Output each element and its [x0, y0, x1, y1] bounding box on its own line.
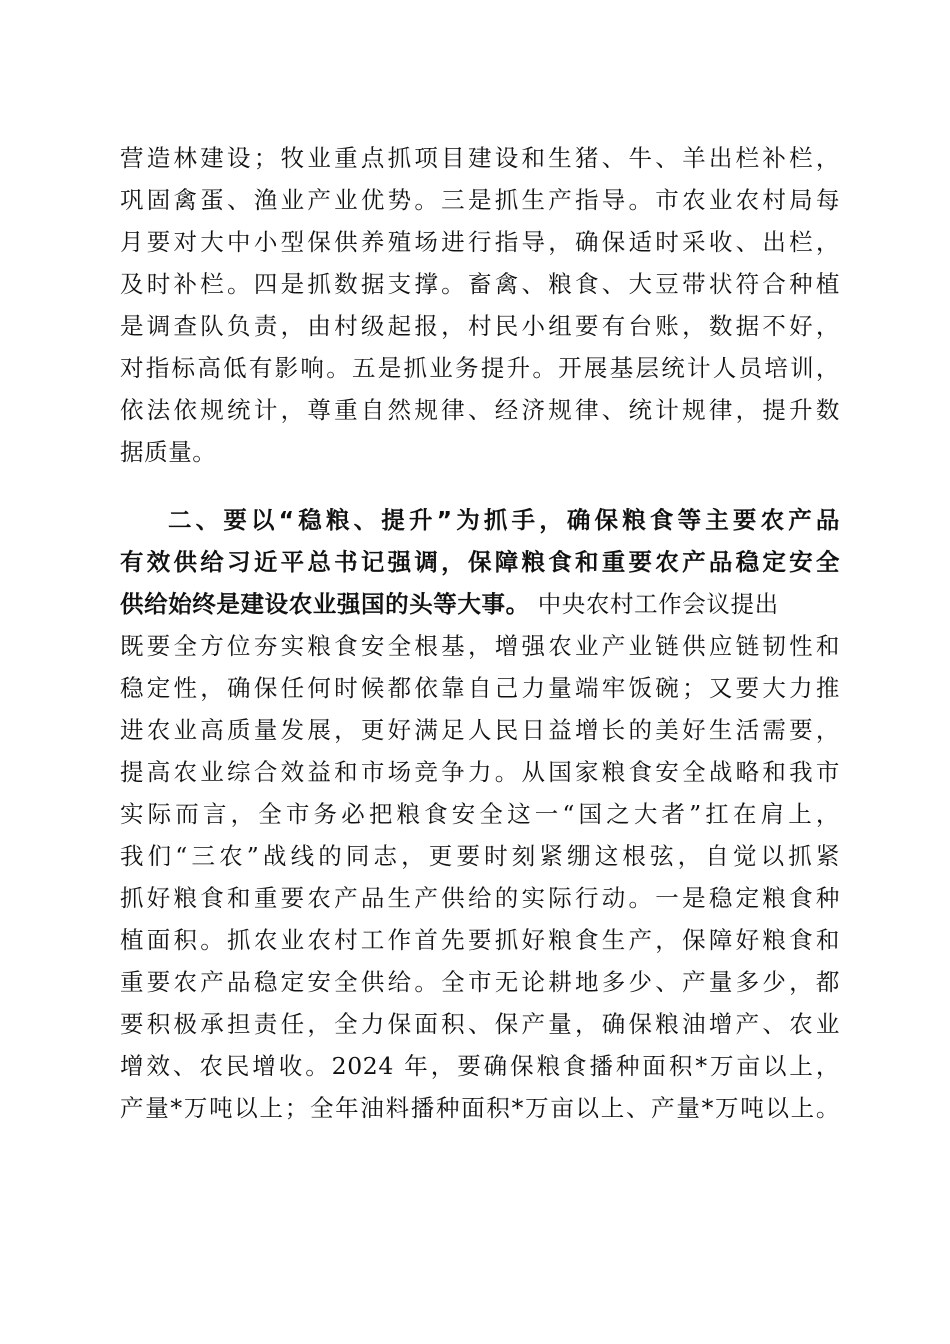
text-line: 及时补栏。四是抓数据支撑。畜禽、粮食、大豆带状符合种植 — [120, 270, 840, 298]
section-heading-line: 有效供给习近平总书记强调，保障粮食和重要农产品稳定安全 — [120, 548, 840, 576]
text-line: 依法依规统计，尊重自然规律、经济规律、统计规律，提升数 — [120, 396, 840, 424]
text-line: 月要对大中小型保供养殖场进行指导，确保适时采收、出栏， — [120, 228, 840, 256]
text-line: 营造林建设；牧业重点抓项目建设和生猪、牛、羊出栏补栏， — [120, 144, 840, 172]
text-line: 既要全方位夯实粮食安全根基，增强农业产业链供应链韧性和 — [120, 632, 840, 660]
text-line: 对指标高低有影响。五是抓业务提升。开展基层统计人员培训， — [120, 354, 840, 382]
text-line: 产量*万吨以上；全年油料播种面积*万亩以上、产量*万吨以上。 — [120, 1094, 840, 1122]
text-line: 我们“三农”战线的同志，更要时刻紧绷这根弦，自觉以抓紧 — [120, 842, 840, 870]
text-line: 据质量。 — [120, 438, 217, 466]
paragraph-2 — [120, 499, 840, 1129]
text-line: 提高农业综合效益和市场竞争力。从国家粮食安全战略和我市 — [120, 758, 840, 786]
text-run: 中央农村工作会议提出 — [537, 590, 779, 618]
section-heading-end: 供给始终是建设农业强国的头等大事。 — [120, 590, 530, 618]
text-line: 进农业高质量发展，更好满足人民日益增长的美好生活需要， — [120, 716, 840, 744]
text-line: 是调查队负责，由村级起报，村民小组要有台账，数据不好， — [120, 312, 840, 340]
text-line: 巩固禽蛋、渔业产业优势。三是抓生产指导。市农业农村局每 — [120, 186, 840, 214]
text-line: 稳定性，确保任何时候都依靠自己力量端牢饭碗；又要大力推 — [120, 674, 840, 702]
paragraph-1 — [120, 137, 840, 473]
text-line: 抓好粮食和重要农产品生产供给的实际行动。一是稳定粮食种 — [120, 884, 840, 912]
text-line: 增效、农民增收。2024 年，要确保粮食播种面积*万亩以上， — [120, 1052, 840, 1080]
text-line: 植面积。抓农业农村工作首先要抓好粮食生产，保障好粮食和 — [120, 926, 840, 954]
text-line: 要积极承担责任，全力保面积、保产量，确保粮油增产、农业 — [120, 1010, 840, 1038]
text-line: 重要农产品稳定安全供给。全市无论耕地多少、产量多少，都 — [120, 968, 840, 996]
text-line — [120, 583, 840, 625]
text-line: 实际而言，全市务必把粮食安全这一“国之大者”扛在肩上， — [120, 800, 840, 828]
section-heading-line: 二、要以“稳粮、提升”为抓手，确保粮食等主要农产品 — [168, 506, 840, 534]
